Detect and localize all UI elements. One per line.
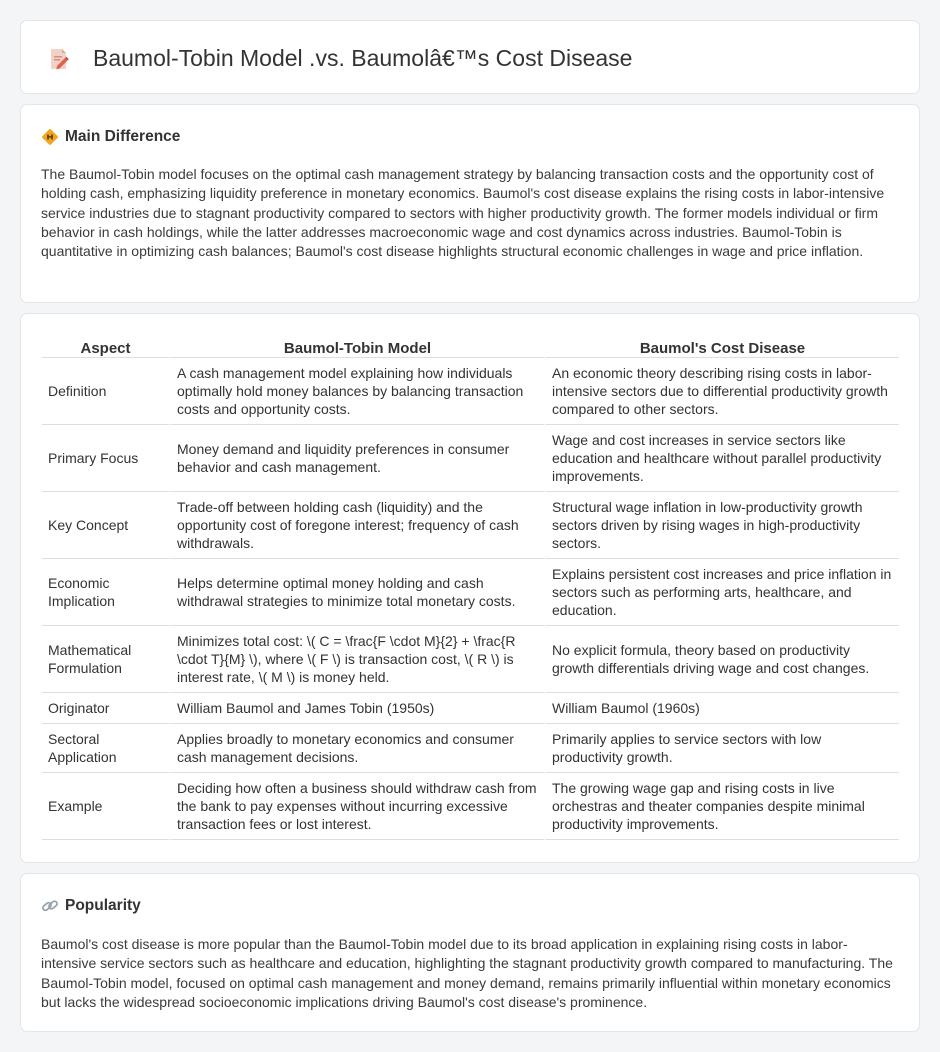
table-row (42, 559, 899, 626)
cost-disease-cell: William Baumol (1960s) (544, 693, 899, 724)
cost-disease-cell: Wage and cost increases in service sectors like education and healthcare without parallel productivity improvements. (544, 425, 899, 492)
table-row (42, 693, 899, 724)
main-difference-heading: Main Difference (65, 128, 181, 145)
baumol-tobin-cell: Deciding how often a business should withdraw cash from the bank to pay expenses without incurring excessive transaction fees or lost interest. (169, 773, 544, 840)
header-card (20, 20, 920, 94)
cost-disease-cell: Structural wage inflation in low-productivity growth sectors driven by rising wages in high-productivity sectors. (544, 492, 899, 559)
comparison-section (20, 313, 920, 863)
main-difference-header (41, 128, 180, 146)
cost-disease-cell: Explains persistent cost increases and price inflation in sectors such as performing arts, healthcare, and education. (544, 559, 899, 626)
aspect-cell: Economic Implication (42, 559, 169, 626)
baumol-tobin-cell: Minimizes total cost: \( C = \frac{F \cdot M}{2} + \frac{R \cdot T}{M} \), where \( F \) is transaction cost, \( R \) is interest rate, \( M \) is money held. (169, 626, 544, 693)
popularity-heading: Popularity (65, 897, 141, 914)
baumol-tobin-cell: Helps determine optimal money holding and cash withdrawal strategies to minimize total monetary costs. (169, 559, 544, 626)
popularity-text: Baumol's cost disease is more popular than the Baumol-Tobin model due to its broad application in explaining rising costs in labor-intensive service sectors such as healthcare and education, highlighting the stagnant productivity growth compared to manufacturing. The Baumol-Tobin model, focused on optimal cash management and money demand, remains primarily influential within monetary economics but lacks the widespread socioeconomic implications driving Baumol's cost disease's prominence. (41, 936, 893, 1010)
baumol-tobin-cell: Applies broadly to monetary economics and consumer cash management decisions. (169, 724, 544, 773)
table-row (42, 724, 899, 773)
cost-disease-cell: Primarily applies to service sectors with low productivity growth. (544, 724, 899, 773)
cost-disease-cell: No explicit formula, theory based on productivity growth differentials driving wage and cost changes. (544, 626, 899, 693)
aspect-cell: Primary Focus (42, 425, 169, 492)
baumol-tobin-cell: Trade-off between holding cash (liquidity) and the opportunity cost of foregone interest; frequency of cash withdrawals. (169, 492, 544, 559)
table-row (42, 358, 899, 425)
baumol-tobin-cell: A cash management model explaining how individuals optimally hold money balances by balancing transaction costs and opportunity costs. (169, 358, 544, 425)
column-header-aspect: Aspect (42, 336, 169, 358)
edit-document-icon (47, 47, 71, 71)
main-difference-text: The Baumol-Tobin model focuses on the optimal cash management strategy by balancing transaction costs and the opportunity cost of holding cash, emphasizing liquidity preference in monetary economics. Baumol's cost disease explains the rising costs in labor-intensive service industries due to stagnant productivity compared to sectors with higher productivity growth. The former models individual or firm behavior in cash holdings, while the latter addresses macroeconomic wage and cost dynamics across industries. Baumol-Tobin is quantitative in optimizing cash balances; Baumol's cost disease highlights structural economic challenges in wage and price inflation. (41, 166, 885, 260)
comparison-table (42, 336, 899, 840)
aspect-cell: Sectoral Application (42, 724, 169, 773)
table-row (42, 425, 899, 492)
aspect-cell: Originator (42, 693, 169, 724)
table-row (42, 626, 899, 693)
main-difference-section (20, 104, 920, 303)
aspect-cell: Key Concept (42, 492, 169, 559)
table-row (42, 492, 899, 559)
column-header-baumol-tobin: Baumol-Tobin Model (169, 336, 544, 358)
link-icon (41, 897, 59, 915)
baumol-tobin-cell: William Baumol and James Tobin (1950s) (169, 693, 544, 724)
aspect-cell: Example (42, 773, 169, 840)
page-title: Baumol-Tobin Model .vs. Baumolâ€™s Cost Disease (93, 45, 633, 71)
cost-disease-cell: An economic theory describing rising costs in labor-intensive sectors due to differential productivity growth compared to other sectors. (544, 358, 899, 425)
table-header-row (42, 336, 899, 358)
diamond-warning-icon (41, 128, 59, 146)
aspect-cell: Definition (42, 358, 169, 425)
popularity-section (20, 873, 920, 1032)
aspect-cell: Mathematical Formulation (42, 626, 169, 693)
table-row (42, 773, 899, 840)
cost-disease-cell: The growing wage gap and rising costs in live orchestras and theater companies despite minimal productivity improvements. (544, 773, 899, 840)
baumol-tobin-cell: Money demand and liquidity preferences in consumer behavior and cash management. (169, 425, 544, 492)
popularity-header (41, 897, 141, 915)
column-header-cost-disease: Baumol's Cost Disease (544, 336, 899, 358)
